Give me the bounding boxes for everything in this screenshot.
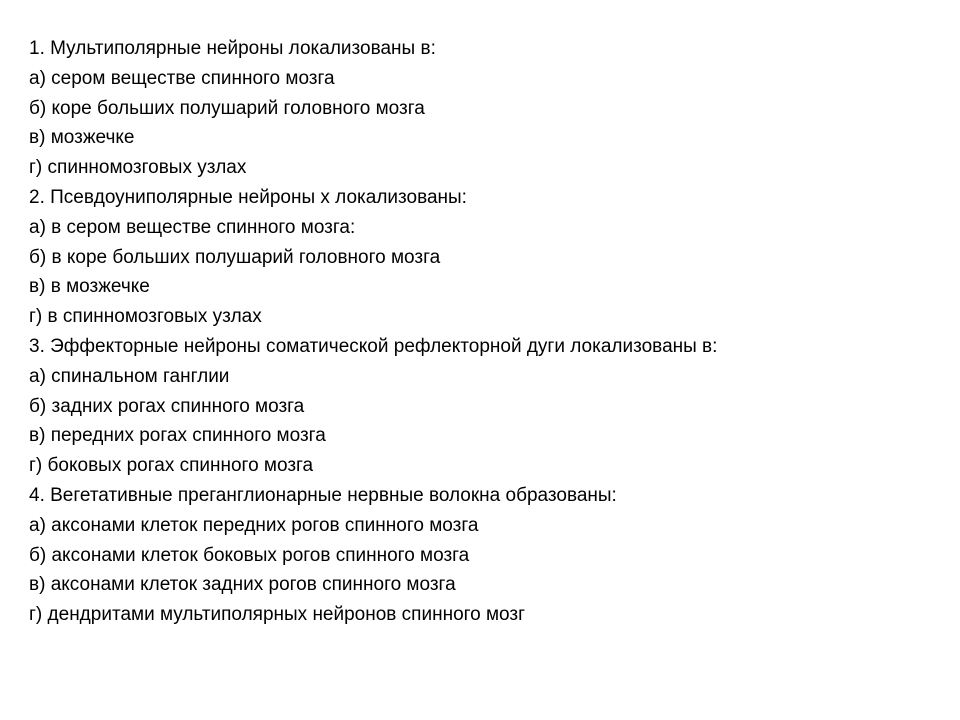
answer-option: в) аксонами клеток задних рогов спинного мозга (29, 574, 456, 596)
question-text: 4. Вегетативные преганглионарные нервные волокна образованы: (29, 484, 617, 506)
question-text: 2. Псевдоуниполярные нейроны х локализованы: (29, 186, 467, 208)
answer-option: г) в спинномозговых узлах (29, 306, 262, 328)
answer-option: б) коре больших полушарий головного мозга (29, 97, 425, 119)
question-text: 1. Мультиполярные нейроны локализованы в: (29, 38, 436, 59)
answer-option: г) спинномозговых узлах (29, 157, 247, 179)
answer-option: а) сером веществе спинного мозга (29, 67, 335, 89)
answer-option: б) задних рогах спинного мозга (29, 395, 305, 417)
question-text: 3. Эффекторные нейроны соматической рефлекторной дуги локализованы в: (29, 335, 718, 357)
answer-option: в) в мозжечке (29, 276, 150, 298)
question-2 (29, 183, 929, 332)
answer-option: б) аксонами клеток боковых рогов спинного мозга (29, 544, 470, 566)
answer-option: а) в сером веществе спинного мозга: (29, 216, 356, 238)
answer-option: в) передних рогах спинного мозга (29, 425, 326, 447)
answer-option: а) аксонами клеток передних рогов спинного мозга (29, 514, 479, 536)
question-3 (29, 332, 929, 481)
question-4 (29, 481, 929, 630)
answer-option: в) мозжечке (29, 127, 135, 149)
answer-option: г) боковых рогах спинного мозга (29, 455, 314, 477)
answer-option: б) в коре больших полушарий головного мозга (29, 246, 441, 268)
answer-option: а) спинальном ганглии (29, 365, 230, 387)
answer-option: г) дендритами мультиполярных нейронов спинного мозг (29, 604, 526, 626)
question-1 (29, 34, 929, 183)
quiz-slide (29, 34, 929, 630)
